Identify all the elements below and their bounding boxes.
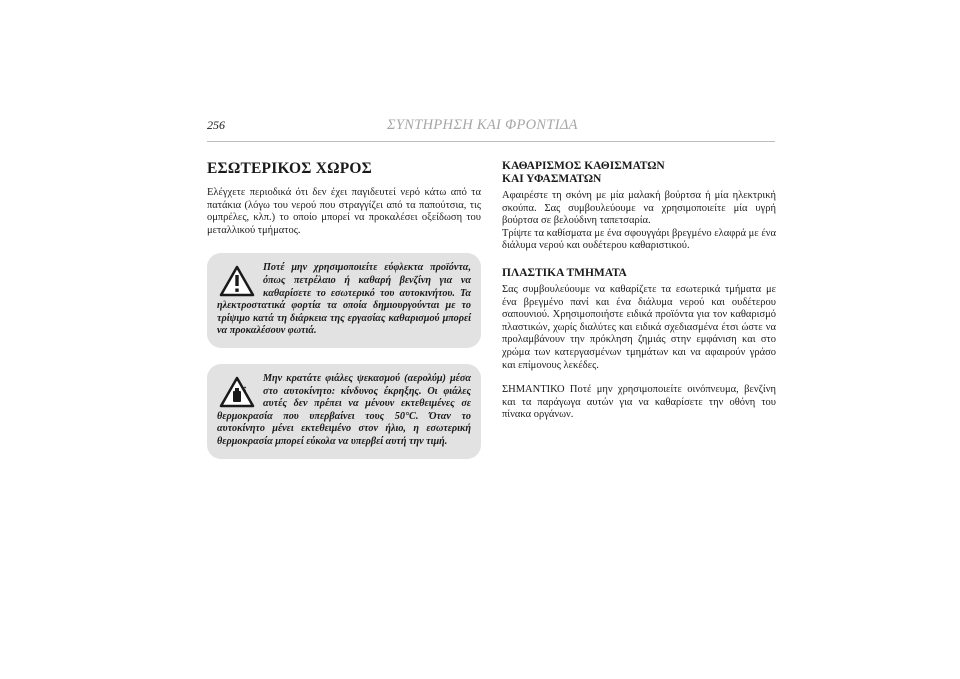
section-title: ΣΥΝΤΗΡΗΣΗ ΚΑΙ ΦΡΟΝΤΙΔΑ [387,117,578,133]
left-column [207,160,481,459]
intro-paragraph: Ελέγχετε περιοδικά ότι δεν έχει παγιδευτεί νερό κάτω από τα πατάκια (λόγω του νερού που στραγγίζει από τα παπούτσια, τις ομπρέλες, κλπ.) το οποίο μπορεί να προκαλέσει οξείδωση του μεταλλικού τμήματος. [207,187,481,236]
fire-warning-box [207,253,481,348]
plastics-paragraph-2: ΣΗΜΑΝΤΙΚΟ Ποτέ μην χρησιμοποιείτε οινόπνευμα, βενζίνη και τα παράγωγα αυτών για να καθαρίσετε την οθόνη του πίνακα οργάνων. [502,384,776,421]
header-rule [207,141,775,142]
page-title: ΕΣΩΤΕΡΙΚΟΣ ΧΩΡΟΣ [207,160,372,177]
plastics-paragraph-1: Σας συμβουλεύουμε να καθαρίζετε τα εσωτερικά τμήματα με ένα βρεγμένο πανί και ένα διάλυμα νερού και ουδέτερου σαπουνιού. Χρησιμοποιήστε ειδικά προϊόντα για τον καθαρισμό πλαστικών, χωρίς διαλύτες και ειδικά σχεδιασμένα έτσι ώστε να προλαμβάνουν την πρόκληση ζημιάς στην εμφάνιση και στο χρώμα των κατεργασμένων τμημάτων και να αφαιρούν γράσο και επίμονους λεκέδες. [502,283,776,371]
aerosol-warning-icon [219,376,255,408]
seats-heading-line1: ΚΑΘΑΡΙΣΜΟΣ ΚΑΘΙΣΜΑΤΩΝ [502,160,665,172]
fire-warning-text: Ποτέ μην χρησιμοποιείτε εύφλεκτα προϊόντα, όπως πετρέλαιο ή καθαρή βενζίνη για να καθαρίσετε το εσωτερικό του αυτοκινήτου. Τα ηλεκτροστατικά φορτία τα οποία δημιουργούνται με το τρίψιμο κατά τη διάρκεια της εργασίας καθαρισμού μπορεί να προκαλέσουν φωτιά. [217,262,471,337]
page-number: 256 [207,118,225,132]
warning-triangle-icon [219,265,255,297]
right-column [502,160,776,422]
page-header [207,118,775,138]
plastics-heading: ΠΛΑΣΤΙΚΑ ΤΜΗΜΑΤΑ [502,266,627,279]
seats-paragraph-2: Τρίψτε τα καθίσματα με ένα σφουγγάρι βρεγμένο ελαφρά με ένα διάλυμα νερού και ουδέτερου καθαριστικού. [502,227,776,252]
seats-heading [502,160,776,186]
aerosol-warning-text: Μην κρατάτε φιάλες ψεκασμού (αερολύμ) μέσα στο αυτοκίνητο: κίνδυνος έκρηξης. Οι φιάλες αυτές δεν πρέπει να μένουν εκτεθειμένες σε θερμοκρασία που υπερβαίνει τους 50°C. Όταν το αυτοκίνητο μένει εκτεθειμένο στον ήλιο, η εσωτερική θερμοκρασία μπορεί εύκολα να υπερβεί αυτή την τιμή. [217,372,471,447]
seats-paragraph-1: Αφαιρέστε τη σκόνη με μία μαλακή βούρτσα ή μία ηλεκτρική σκούπα. Σας συμβουλεύουμε να χρησιμοποιείτε μία υγρή βούρτσα σε βελούδινη ταπετσαρία. [502,190,776,227]
aerosol-warning-box [207,364,481,459]
seats-heading-line2: ΚΑΙ ΥΦΑΣΜΑΤΩΝ [502,173,602,185]
